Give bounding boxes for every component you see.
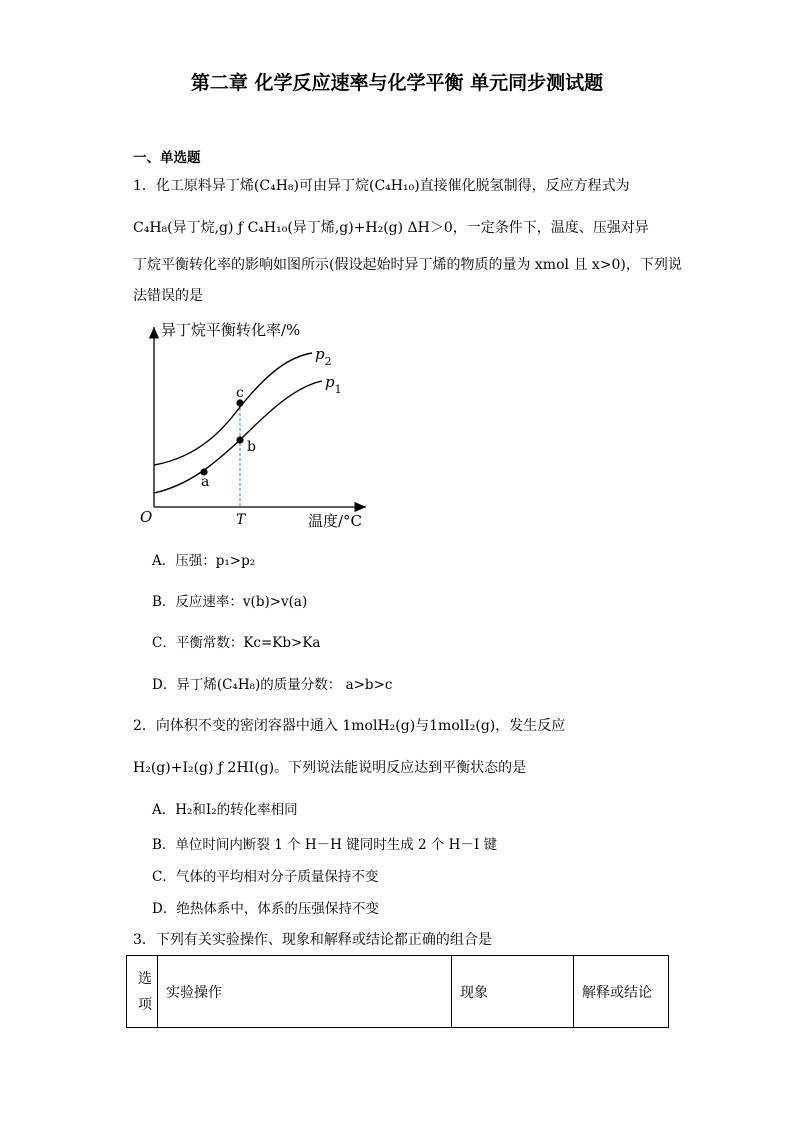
q2-stem-line1: 2．向体积不变的密闭容器中通入 1molH₂(g)与1molI₂(g)，发生反应: [133, 718, 566, 734]
q1-option-a[interactable]: A．压强：p₁>p₂: [152, 553, 256, 569]
table-header-phenomenon: 现象: [452, 956, 574, 1027]
q3-stem-line1: 3．下列有关实验操作、现象和解释或结论都正确的组合是: [133, 932, 492, 948]
y-axis-label: 异丁烷平衡转化率/%: [161, 321, 301, 339]
q1-stem-line1: 1．化工原料异丁烯(C₄H₈)可由异丁烷(C₄H₁₀)直接催化脱氢制得，反应方程式为: [133, 178, 630, 194]
q1-stem-line4: 法错误的是: [133, 288, 203, 304]
q1-stem-line2: C₄H₈(异丁烷,g) ƒ C₄H₁₀(异丁烯,g)+H₂(g) ΔH＞0，一定条件下，温度、压强对异: [133, 220, 649, 236]
x-axis-label: 温度/°C: [308, 512, 363, 530]
table-header-option: [127, 956, 158, 1027]
q2-option-b[interactable]: B．单位时间内断裂 1 个 H－H 键同时生成 2 个 H－I 键: [152, 837, 498, 853]
table-header-operation: 实验操作: [158, 956, 452, 1027]
q1-stem-line3: 丁烷平衡转化率的影响如图所示(假设起始时异丁烯的物质的量为 xmol 且 x>0)，下列说: [133, 257, 682, 273]
q1-option-d[interactable]: D．异丁烯(C₄H₈)的质量分数： a>b>c: [152, 677, 393, 693]
series-p1-label: $p_1$: [325, 373, 342, 396]
q2-stem-line2: H₂(g)+I₂(g) ƒ 2HI(g)。下列说法能说明反应达到平衡状态的是: [133, 760, 527, 776]
point-b-label: b: [247, 439, 256, 455]
point-b: [236, 436, 243, 443]
table-header-conclusion: 解释或结论: [582, 984, 652, 1001]
table-header-option-1: 选: [138, 970, 152, 987]
q1-option-b[interactable]: B．反应速率：v(b)>v(a): [152, 594, 308, 610]
point-c-label: c: [236, 385, 244, 401]
q1-option-c[interactable]: C．平衡常数：Kc=Kb>Ka: [152, 635, 321, 651]
section-heading: 一、单选题: [133, 150, 201, 166]
q3-table: [126, 955, 669, 1028]
page-title: 第二章 化学反应速率与化学平衡 单元同步测试题: [190, 72, 604, 94]
series-p2-label: $p_2$: [315, 345, 332, 368]
table-header-option-2: 项: [138, 996, 152, 1013]
q2-option-d[interactable]: D．绝热体系中，体系的压强保持不变: [152, 901, 379, 917]
curve-p2: [154, 353, 312, 465]
point-a-label: a: [201, 474, 210, 490]
q2-option-a[interactable]: A．H₂和I₂的转化率相同: [152, 802, 298, 818]
x-tick-T: T: [236, 512, 246, 528]
conversion-chart: [130, 315, 380, 535]
q2-option-c[interactable]: C．气体的平均相对分子质量保持不变: [152, 869, 379, 885]
origin-label: O: [140, 508, 153, 526]
